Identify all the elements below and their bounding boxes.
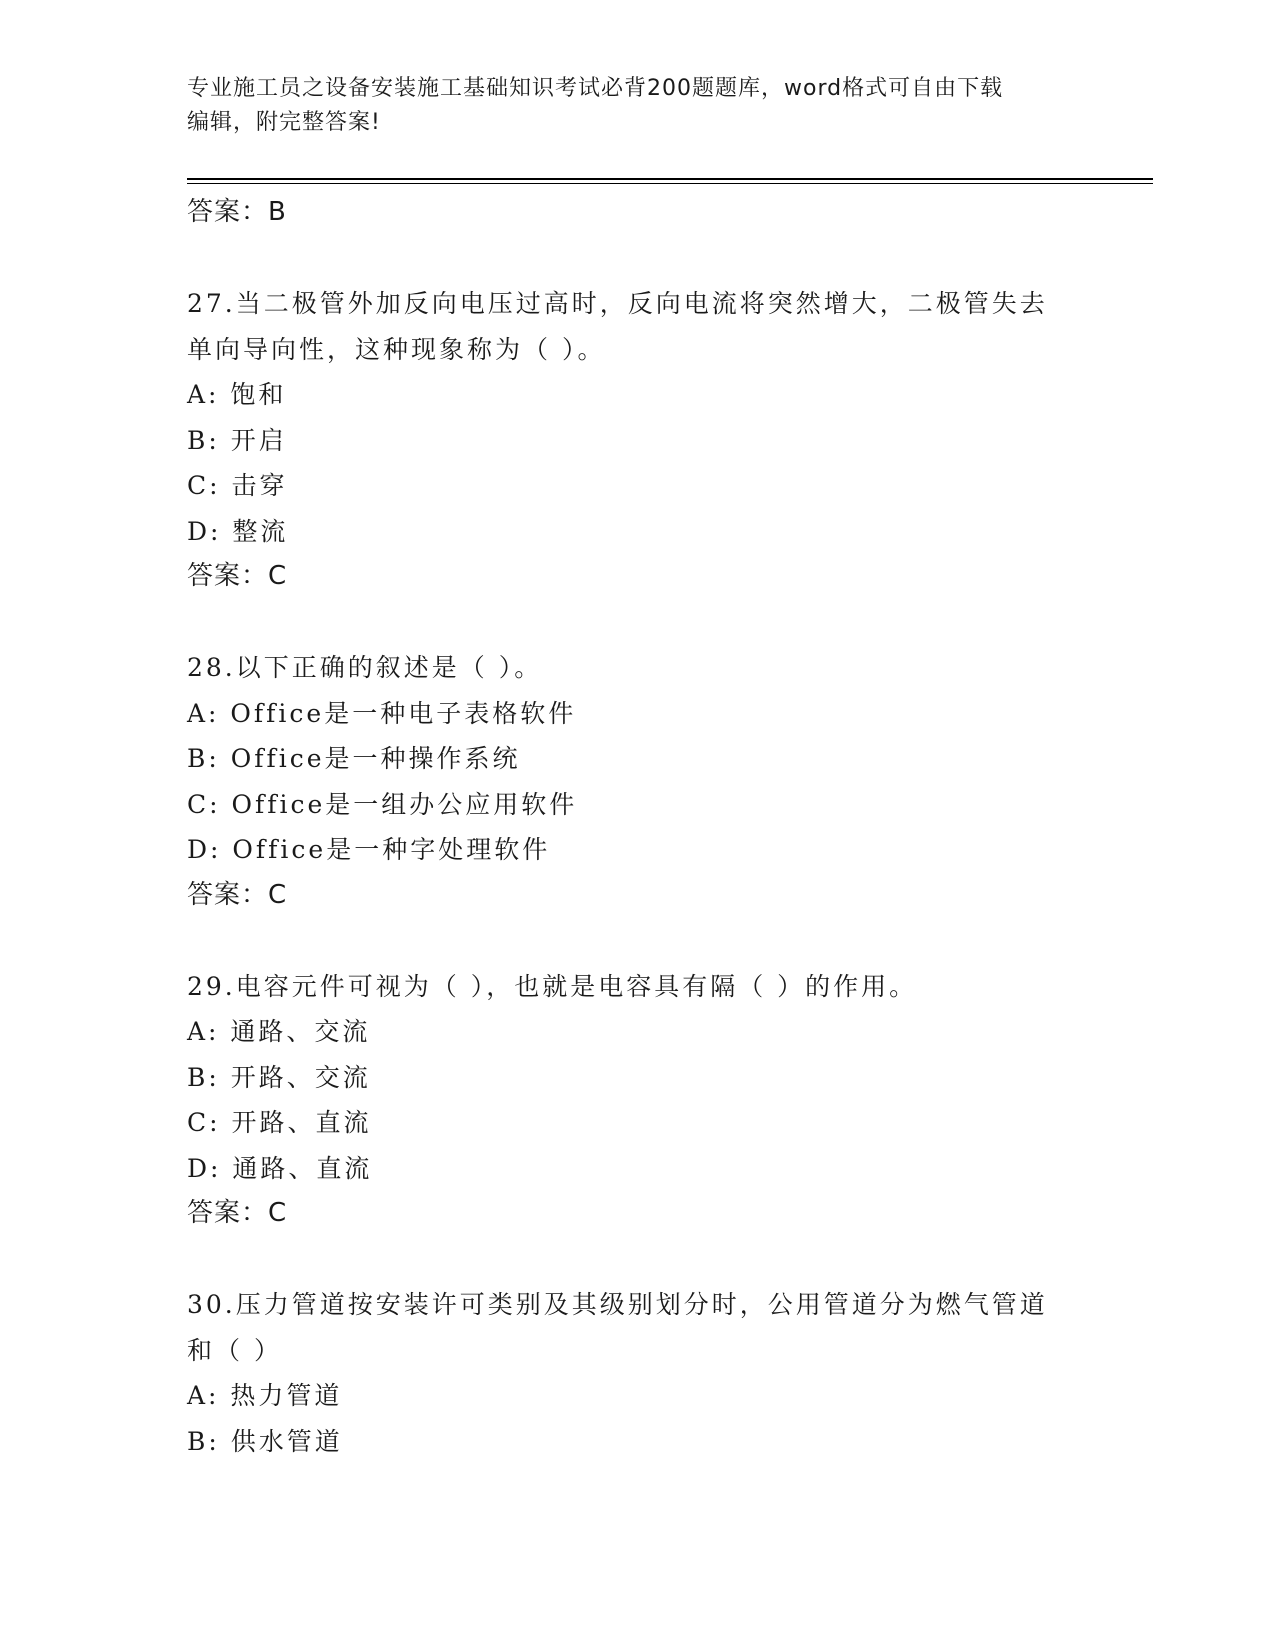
option-c: C: 开路、直流 [187,1108,372,1137]
question-stem: 和（ ） [187,1335,282,1365]
header-line-2: 编辑，附完整答案! [187,110,381,135]
option-a: A: 热力管道 [187,1381,343,1410]
question-stem: 30.压力管道按安装许可类别及其级别划分时，公用管道分为燃气管道 [187,1290,1048,1319]
option-d: D: 整流 [187,516,289,546]
option-a: A: 饱和 [187,380,287,409]
answer: 答案：C [187,879,288,910]
question-stem: 29.电容元件可视为（ ），也就是电容具有隔（ ）的作用。 [187,971,918,1001]
document-header [187,72,1067,140]
document-body [187,190,1087,1464]
question-27 [187,281,1087,600]
header-divider-thin [187,183,1153,184]
question-stem: 单向导向性，这种现象称为（ ）。 [187,334,606,364]
question-stem: 27.当二极管外加反向电压过高时，反向电流将突然增大，二极管失去 [187,289,1048,318]
header-line-1: 专业施工员之设备安装施工基础知识考试必背200题题库，word格式可自由下载 [187,76,1004,101]
option-d: D: Office是一种字处理软件 [187,835,551,864]
question-28 [187,645,1087,918]
option-a: A: 通路、交流 [187,1017,371,1046]
header-divider-thick [187,178,1153,180]
previous-answer: 答案：B [187,197,287,227]
option-b: B: Office是一种操作系统 [187,744,521,773]
question-30 [187,1282,1087,1464]
option-d: D: 通路、直流 [187,1153,373,1183]
option-c: C: 击穿 [187,471,288,500]
question-stem: 28.以下正确的叙述是（ ）。 [187,653,543,682]
option-c: C: Office是一组办公应用软件 [187,789,578,819]
answer: 答案：C [187,561,288,591]
option-b: B: 开路、交流 [187,1062,371,1092]
option-a: A: Office是一种电子表格软件 [187,698,577,728]
answer: 答案：C [187,1198,288,1228]
option-b: B: 供水管道 [187,1426,343,1456]
option-b: B: 开启 [187,425,287,455]
question-29 [187,964,1087,1237]
